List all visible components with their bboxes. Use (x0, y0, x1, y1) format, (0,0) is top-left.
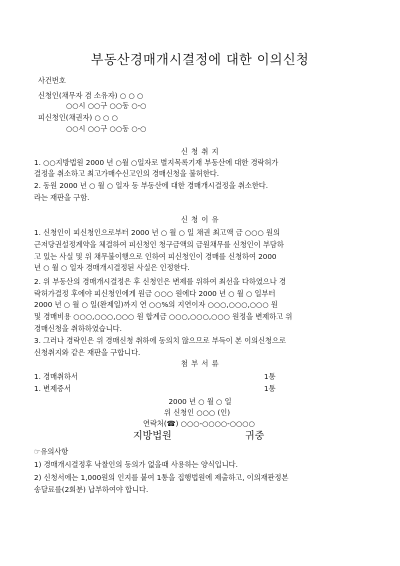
purpose-line: 라는 재판을 구함. (34, 193, 90, 202)
note-line: 2) 신청서에는 1,000원의 인지를 붙여 1통을 집행법원에 제출하고, 이의재판정본 (34, 473, 289, 482)
attachments-heading: 첨 부 서 류 (180, 359, 220, 368)
purpose-line: 2. 동원 2000 년 ○ 월 ○ 일자 동 부동산에 대한 경매개시결정을 취소한다. (34, 181, 269, 190)
reason-line: 신청취지와 같은 재판을 구합니다. (34, 348, 141, 357)
note-line: 1) 경매개시결정후 낙찰인의 동의가 없을때 사용하는 양식입니다. (34, 460, 238, 469)
document-title: 부동산경매개시결정에 대한 이의신청 (90, 53, 310, 68)
purpose-heading: 신 청 취 지 (180, 147, 220, 156)
filing-date: 2000 년 ○ 월 ○ 일 (168, 397, 232, 406)
note-line: 송달료를(2회분) 납부하여야 합니다. (34, 485, 149, 494)
reason-line: 근저당권설정계약을 체결하여 피신청인 청구금액의 금원채무를 신청인이 부담하 (34, 240, 284, 249)
reasons-heading: 신 청 이 유 (180, 215, 220, 224)
reason-line: 락허가결정 후에야 피신청인에게 원금 ○○○ 원에다 2000 년 ○ 월 ○ 일부터 (34, 289, 276, 298)
creditor-label: 피신청인(채권자) ○ ○ ○ (38, 113, 118, 122)
reason-line: 및 경매비용 ○○○,○○○,○○○ 원 합계금 ○○○,○○○,○○○ 원정을 변제하고 위 (34, 312, 293, 321)
debtor-label: 신청인(채무자 겸 소유자) ○ ○ ○ (38, 91, 144, 100)
attachment-name: 1. 변제증서 (34, 384, 71, 393)
attachment-name: 1. 경매취하서 (34, 372, 78, 381)
reason-line: 고 있는 사실 및 위 채무불이행으로 인하여 피신청인이 경매를 신청하여 2000 (34, 252, 277, 261)
reason-line: 2. 위 부동산의 경매개시결정은 후 신청인은 변제를 위하여 최선을 다하였으나 경 (34, 277, 286, 286)
purpose-line: 1. ○○지방법원 2000 년 ○월 ○일자로 별지목록기재 부동산에 대한 경락허가 (34, 158, 279, 167)
attachment-count: 1통 (264, 372, 276, 381)
purpose-line: 결정을 취소하고 최고가매수신고인의 경매신청을 불허한다. (34, 169, 220, 178)
attachment-count: 1통 (264, 384, 276, 393)
reason-line: 년 ○ 월 ○ 일자 경매개시결정된 사실은 인정한다. (34, 263, 190, 272)
debtor-address: ○○시 ○○구 ○○동 ○-○ (66, 101, 147, 110)
reason-line: 1. 신청인이 피신청인으로부터 2000 년 ○ 월 ○ 일 채권 최고액 금 ○○○ 원의 (34, 228, 280, 237)
contact-line: 연락처(☎) ○○○-○○○○-○○○○ (143, 419, 255, 428)
court-name: 지방법원 (133, 431, 172, 442)
reason-line: 2000 년 ○ 월 ○ 일(완제일)까지 연 ○○%의 지연이자 ○○○,○○○,○○○ 원 (34, 300, 278, 309)
signer-line: 위 신청인 ○○○ (인) (164, 408, 230, 417)
reason-line: 경매신청을 취하하였습니다. (34, 324, 122, 333)
notes-heading: ☞유의사항 (34, 447, 69, 456)
reason-line: 3. 그러나 경락인은 위 경매신청 취하에 동의치 않으므로 부득이 본 이의신청으로 (34, 336, 286, 345)
creditor-address: ○○시 ○○구 ○○동 ○-○ (66, 124, 147, 133)
court-suffix: 귀중 (245, 431, 265, 442)
case-number-label: 사건번호 (38, 76, 66, 85)
